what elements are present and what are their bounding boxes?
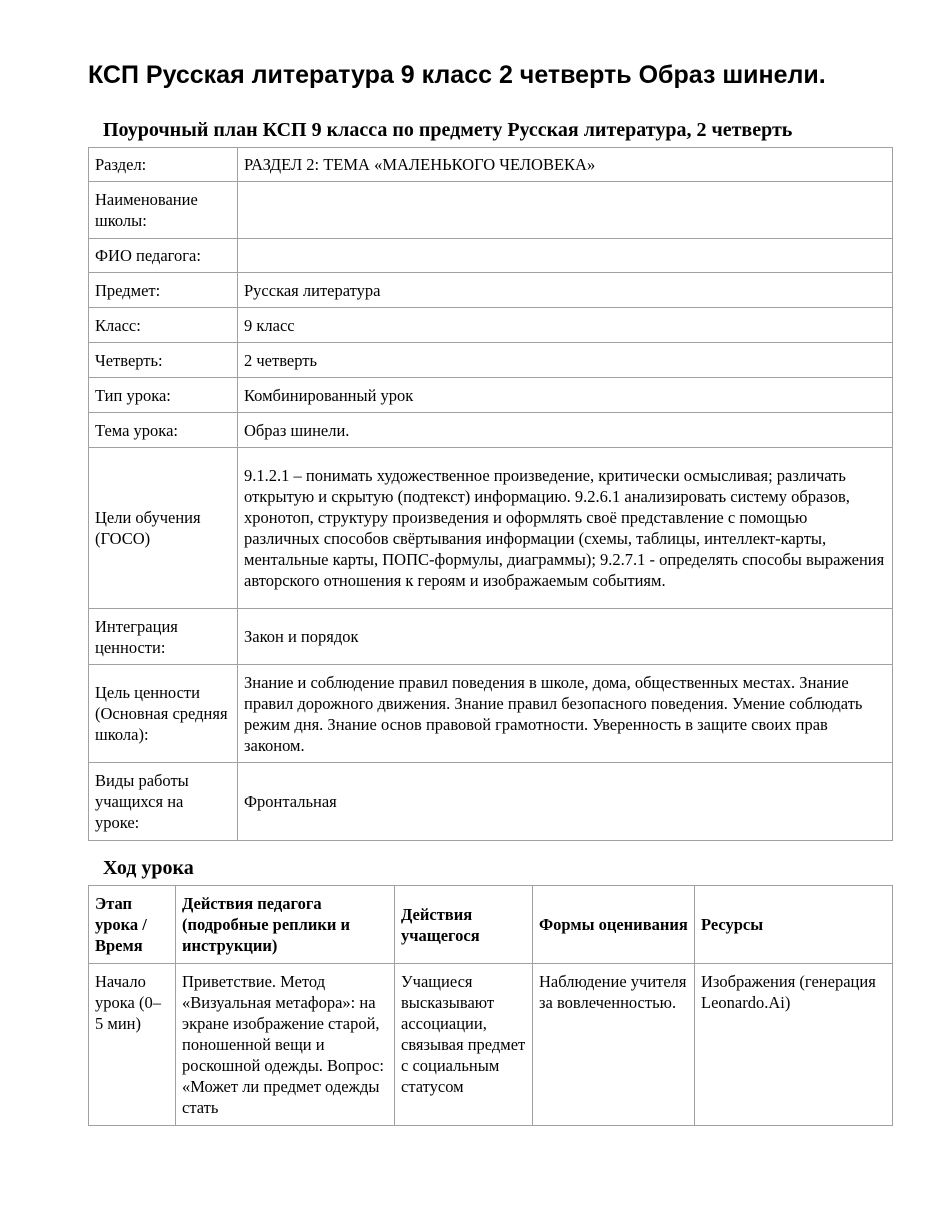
info-row-label: Цели обучения (ГОСО) [89, 448, 238, 609]
lesson-table-cell: Изображения (генерация Leonardo.Ai) [695, 964, 893, 1126]
lesson-table-cell: Учащиеся высказывают ассоциации, связывая предмет с социальным статусом [395, 964, 533, 1126]
info-row-label: Класс: [89, 308, 238, 343]
info-table-row [89, 378, 893, 413]
info-row-label: Наименование школы: [89, 182, 238, 239]
info-row-label: Интеграция ценности: [89, 609, 238, 665]
info-row-label: Цель ценности (Основная средняя школа): [89, 665, 238, 763]
info-row-label: Предмет: [89, 273, 238, 308]
info-row-value: 9.1.2.1 – понимать художественное произведение, критически осмысливая; различать открытую и скрытую (подтекст) информацию. 9.2.6.1 анализировать систему образов, хронотоп, структуру произведения и оформлять своё представление с помощью различных способов свёртывания информации (схемы, таблицы, интеллект-карты, ментальные карты, ПОПС-формулы, диаграммы); 9.2.7.1 - определять способы выражения авторского отношения к героям и изображаемым событиям. [238, 448, 893, 609]
info-row-value: РАЗДЕЛ 2: ТЕМА «МАЛЕНЬКОГО ЧЕЛОВЕКА» [238, 148, 893, 182]
info-table-row [89, 609, 893, 665]
info-table-row [89, 448, 893, 609]
plan-heading: Поурочный план КСП 9 класса по предмету Русская литература, 2 четверть [103, 119, 793, 141]
lesson-table-row [89, 964, 893, 1126]
info-row-value [238, 182, 893, 239]
document-page [88, 0, 893, 1126]
info-table-row [89, 148, 893, 182]
info-row-label: Тема урока: [89, 413, 238, 448]
lesson-flow-table [88, 885, 893, 1126]
info-row-value: 9 класс [238, 308, 893, 343]
info-row-label: Раздел: [89, 148, 238, 182]
lesson-table-cell: Наблюдение учителя за вовлеченностью. [533, 964, 695, 1126]
info-row-value: Комбинированный урок [238, 378, 893, 413]
lesson-table-header-row [89, 886, 893, 964]
info-row-value: Закон и порядок [238, 609, 893, 665]
info-table-row [89, 343, 893, 378]
lesson-column-header: Действия учащегося [395, 886, 533, 964]
info-row-value: Образ шинели. [238, 413, 893, 448]
info-table-row [89, 665, 893, 763]
lesson-info-table [88, 147, 893, 841]
lesson-column-header: Ресурсы [695, 886, 893, 964]
info-table-row [89, 763, 893, 841]
info-table-row [89, 273, 893, 308]
lesson-column-header: Формы оценивания [533, 886, 695, 964]
info-table-row [89, 182, 893, 239]
lesson-table-cell: Приветствие. Метод «Визуальная метафора»: на экране изображение старой, поношенной вещи и роскошной одежды. Вопрос: «Может ли предмет одежды стать [176, 964, 395, 1126]
info-row-value: Русская литература [238, 273, 893, 308]
info-row-value [238, 239, 893, 273]
info-row-label: Виды работы учащихся на уроке: [89, 763, 238, 841]
info-table-row [89, 413, 893, 448]
document-title: КСП Русская литература 9 класс 2 четверть Образ шинели. [88, 61, 826, 89]
info-table-row [89, 239, 893, 273]
lesson-column-header: Этап урока / Время [89, 886, 176, 964]
info-row-value: 2 четверть [238, 343, 893, 378]
info-table-row [89, 308, 893, 343]
lesson-flow-heading: Ход урока [103, 857, 194, 879]
lesson-table-cell: Начало урока (0–5 мин) [89, 964, 176, 1126]
info-row-label: Тип урока: [89, 378, 238, 413]
info-row-label: Четверть: [89, 343, 238, 378]
lesson-column-header: Действия педагога (подробные реплики и инструкции) [176, 886, 395, 964]
info-row-value: Знание и соблюдение правил поведения в школе, дома, общественных местах. Знание правил дорожного движения. Знание правил безопасного поведения. Умение соблюдать режим дня. Знание основ правовой грамотности. Уверенность в защите своих прав законом. [238, 665, 893, 763]
info-row-label: ФИО педагога: [89, 239, 238, 273]
info-row-value: Фронтальная [238, 763, 893, 841]
